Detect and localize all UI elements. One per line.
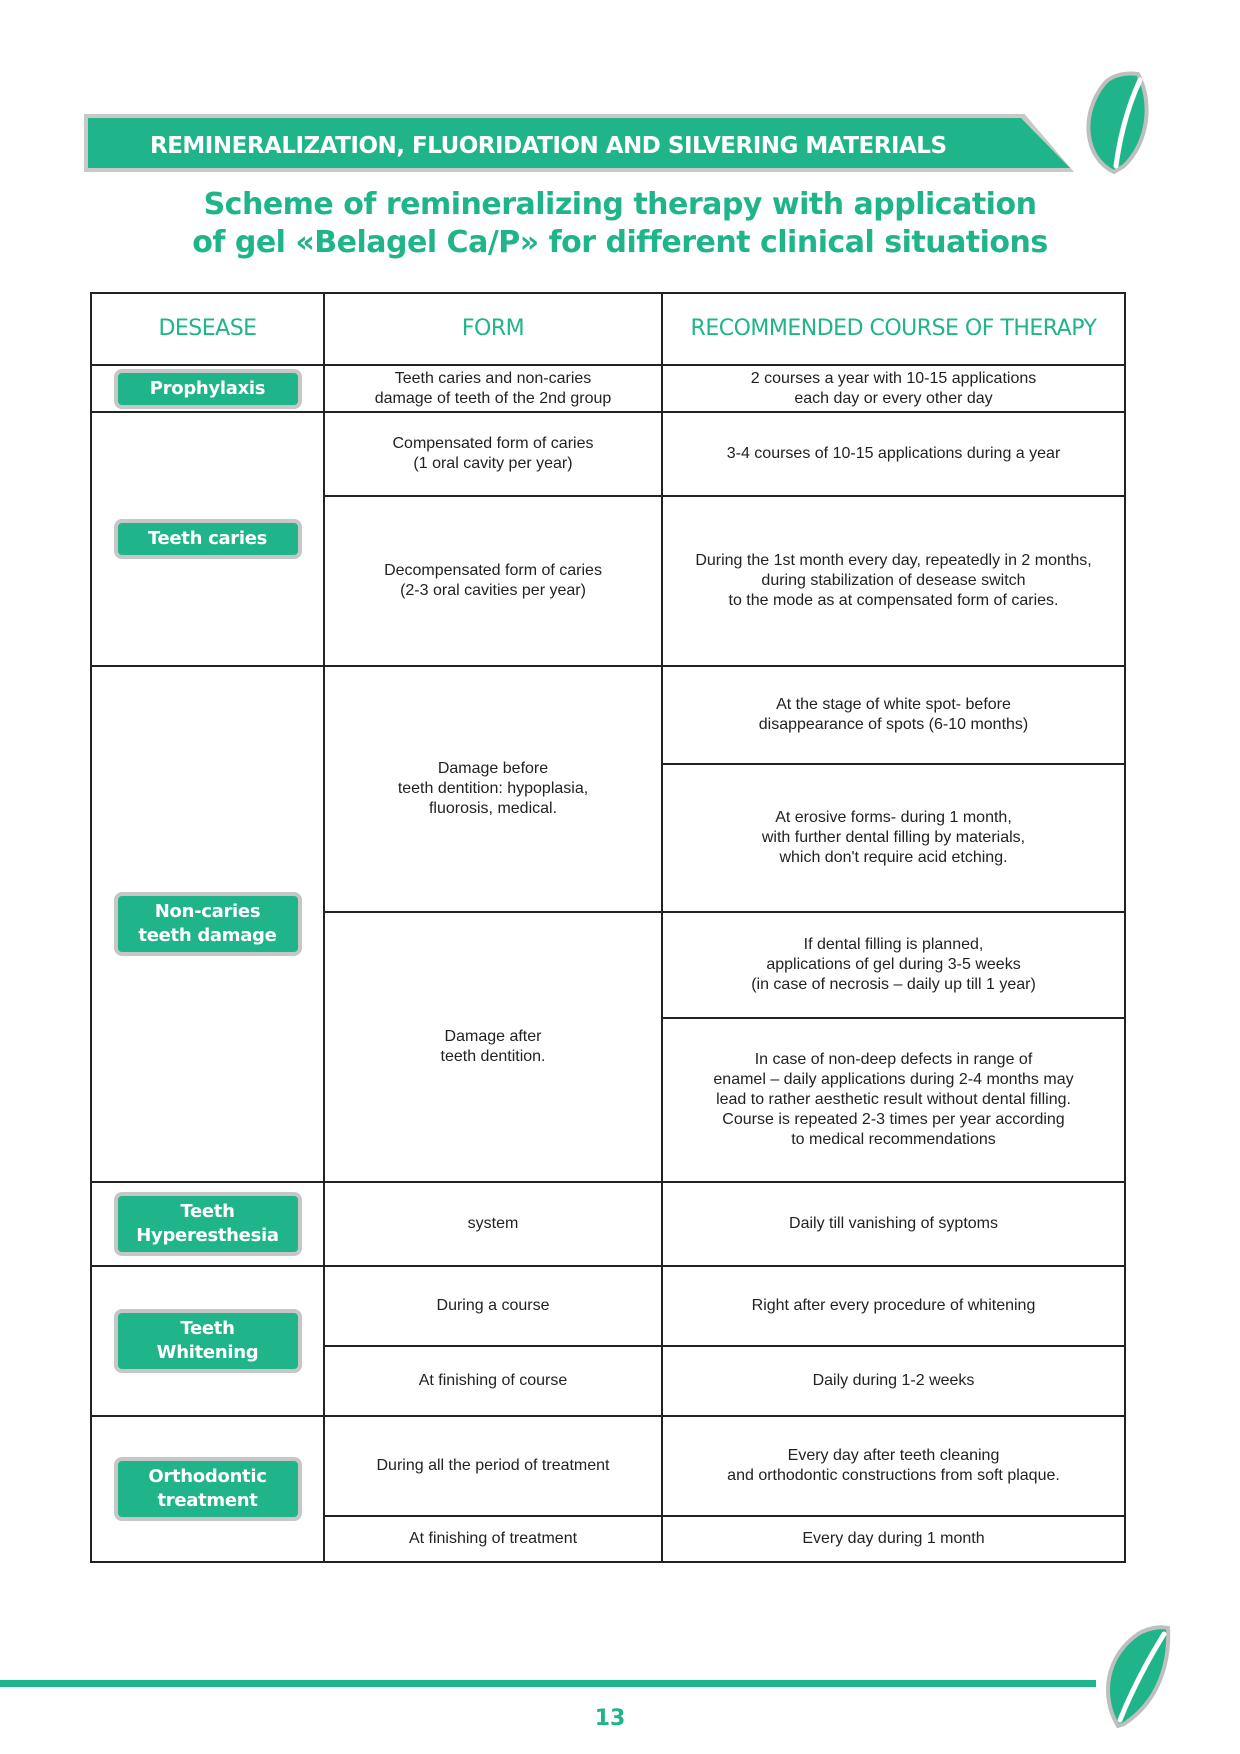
table-row — [91, 1266, 1125, 1346]
disease-badge-prophylaxis: Prophylaxis — [114, 369, 302, 409]
header-course: RECOMMENDED COURSE OF THERAPY — [662, 293, 1125, 365]
therapy-table — [90, 292, 1126, 1563]
table-row — [91, 412, 1125, 496]
table-row — [91, 1416, 1125, 1516]
disease-badge-orthodontic: Orthodontic treatment — [114, 1457, 302, 1521]
page-number: 13 — [594, 1706, 626, 1731]
course-cell: In case of non-deep defects in range of enamel – daily applications during 2-4 months may lead to rather aesthetic result without dental filling. Course is repeated 2-3 times per year according to medical recommendations — [662, 1018, 1125, 1182]
disease-cell — [91, 412, 324, 666]
form-cell: At finishing of course — [324, 1346, 662, 1416]
course-cell: At erosive forms- during 1 month, with further dental filling by materials, which don't require acid etching. — [662, 764, 1125, 912]
disease-cell — [91, 365, 324, 412]
section-banner — [84, 114, 1084, 172]
course-cell: Every day during 1 month — [662, 1516, 1125, 1562]
table-header-row — [91, 293, 1125, 365]
table-row — [91, 666, 1125, 764]
disease-badge-whitening: Teeth Whitening — [114, 1309, 302, 1373]
table-row — [91, 1182, 1125, 1266]
course-cell: Every day after teeth cleaning and orthodontic constructions from soft plaque. — [662, 1416, 1125, 1516]
disease-badge-non-caries: Non-caries teeth damage — [114, 892, 302, 956]
header-form: FORM — [324, 293, 662, 365]
course-cell: 3-4 courses of 10-15 applications during a year — [662, 412, 1125, 496]
form-cell: Compensated form of caries (1 oral cavity per year) — [324, 412, 662, 496]
course-cell: Daily till vanishing of syptoms — [662, 1182, 1125, 1266]
page-title-line-2: of gel «Belagel Ca/P» for different clinical situations — [192, 225, 1048, 260]
form-cell: Damage after teeth dentition. — [324, 912, 662, 1182]
form-cell: During all the period of treatment — [324, 1416, 662, 1516]
course-cell: 2 courses a year with 10-15 applications each day or every other day — [662, 365, 1125, 412]
disease-cell — [91, 1416, 324, 1562]
page-title-line-1: Scheme of remineralizing therapy with application — [203, 187, 1037, 222]
form-cell: During a course — [324, 1266, 662, 1346]
banner-title: REMINERALIZATION, FLUORIDATION AND SILVERING MATERIALS — [150, 133, 947, 159]
form-cell: system — [324, 1182, 662, 1266]
disease-badge-hyperesthesia: Teeth Hyperesthesia — [114, 1192, 302, 1256]
disease-cell — [91, 1182, 324, 1266]
disease-cell — [91, 1266, 324, 1416]
form-cell: Damage before teeth dentition: hypoplasia, fluorosis, medical. — [324, 666, 662, 912]
form-cell: Decompensated form of caries (2-3 oral cavities per year) — [324, 496, 662, 666]
footer-rule — [0, 1680, 1096, 1687]
course-cell: Right after every procedure of whitening — [662, 1266, 1125, 1346]
table-row — [91, 365, 1125, 412]
disease-badge-teeth-caries: Teeth caries — [114, 519, 302, 559]
form-cell: At finishing of treatment — [324, 1516, 662, 1562]
disease-cell — [91, 666, 324, 1182]
header-disease: DESEASE — [91, 293, 324, 365]
course-cell: During the 1st month every day, repeatedly in 2 months, during stabilization of desease switch to the mode as at compensated form of caries. — [662, 496, 1125, 666]
course-cell: If dental filling is planned, applications of gel during 3-5 weeks (in case of necrosis – daily up till 1 year) — [662, 912, 1125, 1018]
form-cell: Teeth caries and non-caries damage of teeth of the 2nd group — [324, 365, 662, 412]
course-cell: At the stage of white spot- before disappearance of spots (6-10 months) — [662, 666, 1125, 764]
course-cell: Daily during 1-2 weeks — [662, 1346, 1125, 1416]
leaf-icon — [1076, 70, 1156, 174]
